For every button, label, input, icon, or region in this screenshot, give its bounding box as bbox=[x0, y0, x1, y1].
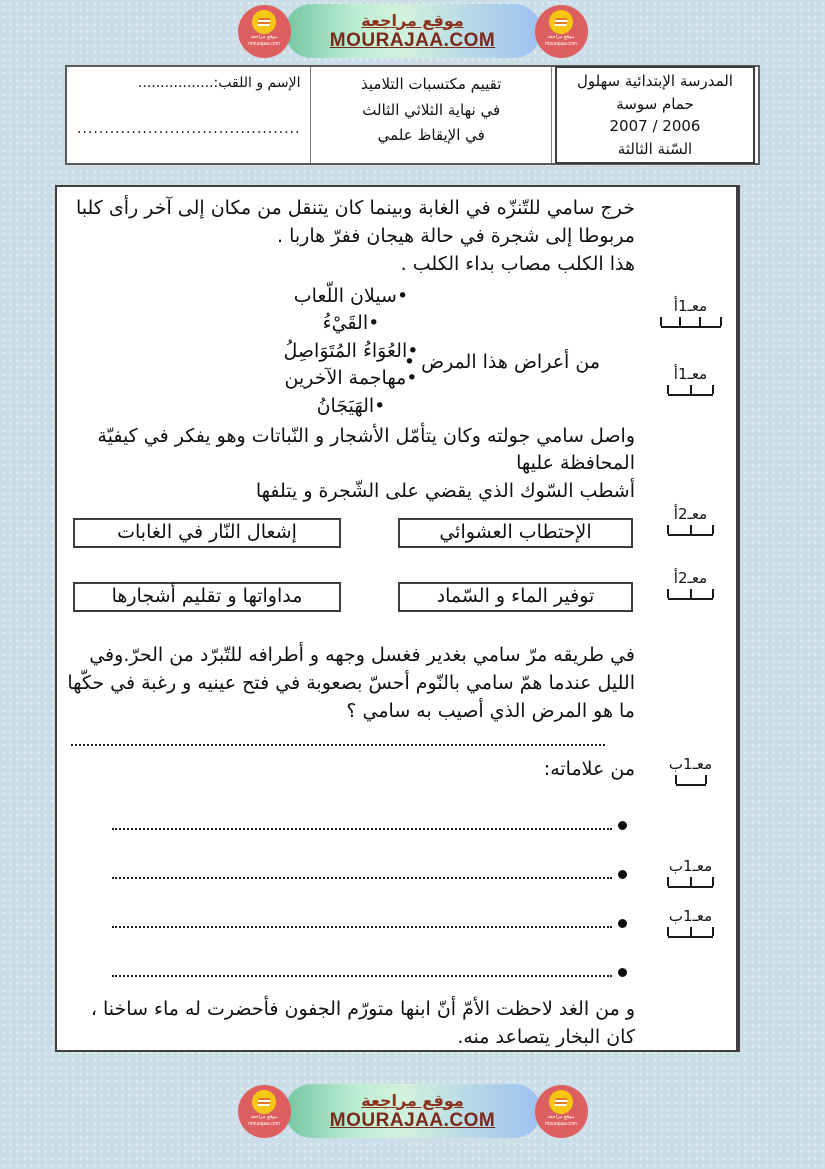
grading-scale-tick bbox=[679, 317, 681, 326]
site-logo-badge bbox=[238, 1085, 291, 1138]
grading-scale-tick bbox=[667, 385, 669, 394]
exam-header-table bbox=[65, 65, 760, 165]
student-name-field[interactable]: الإسم و اللقب:................. bbox=[137, 75, 301, 91]
sign-blank-line[interactable] bbox=[112, 877, 612, 879]
grading-scale bbox=[661, 319, 721, 328]
exam-body bbox=[55, 185, 740, 1052]
site-banner-top bbox=[0, 4, 825, 58]
signs-blank-list bbox=[67, 811, 635, 980]
grading-mark-label: معـ1أ bbox=[673, 297, 708, 315]
grading-mark bbox=[645, 365, 736, 396]
bullet-icon bbox=[618, 870, 627, 879]
sign-blank-row bbox=[67, 860, 635, 882]
site-link-pill[interactable] bbox=[285, 1084, 541, 1138]
grading-scale-tick bbox=[712, 385, 714, 394]
bullet-icon bbox=[618, 919, 627, 928]
walk-paragraph: واصل سامي جولته وكان يتأمّل الأشجار و النّباتات وهو يفكر في كيفيّة المحافظة عليها bbox=[97, 424, 635, 475]
grading-scale bbox=[676, 777, 706, 786]
symptoms-lead: من أعراض هذا المرض • bbox=[403, 350, 600, 373]
logo-caption: موقع مراجعة mourajaa.com bbox=[248, 1113, 280, 1127]
pond-paragraph: في طريقه مرّ سامي بغدير فغسل وجهه و أطرافه للتّبرّد من الحرّ.وفي الليل عندما همّ سامي بالنّوم أحسّ بصعوبة في فتح عينيه و رغبة في حكّها bbox=[67, 644, 635, 695]
symptom-item: • الهَيَجَانُ bbox=[67, 393, 635, 421]
grading-mark-label: معـ1ب bbox=[668, 755, 713, 773]
symptom-item: • العُوَاءُ المُتَوَاصِلُ bbox=[67, 338, 635, 366]
site-logo-badge bbox=[238, 5, 291, 58]
grading-mark bbox=[645, 505, 736, 536]
grading-scale bbox=[668, 387, 713, 396]
grading-mark bbox=[645, 857, 736, 888]
grading-scale-tick bbox=[690, 927, 692, 936]
grading-mark-label: معـ2أ bbox=[673, 569, 708, 587]
exam-title-cell bbox=[310, 67, 551, 163]
grading-scale-tick bbox=[720, 317, 722, 326]
grading-scale-tick bbox=[690, 385, 692, 394]
school-name: المدرسة الإبتدائية سهلول bbox=[577, 72, 733, 90]
intro-paragraph: خرج سامي للتّنزّه في الغابة وبينما كان يتنقل من مكان إلى آخر رأى كلبا مربوطا إلى شجرة في حالة هيجان ففرّ هاربا . bbox=[75, 197, 635, 247]
sign-blank-row bbox=[67, 958, 635, 980]
symptom-item: • القَيْءُ bbox=[67, 310, 635, 338]
strike-instruction: أشطب السّوك الذي يقضي على الشّجرة و يتلفها bbox=[255, 480, 635, 503]
grading-scale-tick bbox=[667, 589, 669, 598]
grading-scale-tick bbox=[712, 589, 714, 598]
grading-scale bbox=[668, 527, 713, 536]
mourajaa-logo-icon bbox=[549, 1090, 573, 1114]
grading-scale-tick bbox=[690, 877, 692, 886]
choice-box[interactable]: إشعال النّار في الغابات bbox=[73, 518, 341, 548]
grading-margin-column bbox=[645, 187, 738, 1050]
school-info-cell bbox=[551, 67, 758, 163]
symptom-item: • مهاجمة الآخرين bbox=[67, 365, 635, 393]
student-name-cell bbox=[67, 67, 310, 163]
bullet-icon bbox=[618, 821, 627, 830]
school-year: 2006 / 2007 bbox=[609, 117, 701, 135]
grading-mark bbox=[645, 907, 736, 938]
exam-text-column bbox=[57, 187, 645, 1050]
site-title-arabic[interactable]: موقع مراجعة bbox=[361, 1090, 464, 1110]
grading-scale bbox=[668, 879, 713, 888]
grading-mark-label: معـ1ب bbox=[668, 857, 713, 875]
grading-scale-tick bbox=[699, 317, 701, 326]
site-domain[interactable]: MOURAJAA.COM bbox=[329, 29, 496, 51]
sign-blank-row bbox=[67, 811, 635, 833]
grading-scale-tick bbox=[712, 927, 714, 936]
signs-label: من علاماته: bbox=[543, 758, 635, 781]
site-domain[interactable]: MOURAJAA.COM bbox=[329, 1109, 496, 1131]
grading-scale-tick bbox=[667, 877, 669, 886]
exam-title-line2: في نهاية الثلاثي الثالث bbox=[362, 100, 501, 119]
mourajaa-logo-icon bbox=[549, 10, 573, 34]
grading-scale-tick bbox=[712, 877, 714, 886]
student-name-blank-line[interactable]: ......................................... bbox=[77, 121, 301, 137]
choice-box[interactable]: توفير الماء و السّماد bbox=[398, 582, 633, 612]
logo-caption: موقع مراجعة mourajaa.com bbox=[248, 33, 280, 47]
exam-title-line3: في الإيقاظ علمي bbox=[377, 126, 485, 144]
grading-mark-label: معـ1ب bbox=[668, 907, 713, 925]
mourajaa-logo-icon bbox=[252, 1090, 276, 1114]
sign-blank-line[interactable] bbox=[112, 828, 612, 830]
grading-scale-tick bbox=[675, 775, 677, 784]
school-info-box bbox=[555, 66, 755, 164]
book-icon bbox=[257, 1098, 270, 1106]
symptoms-block bbox=[67, 283, 635, 421]
grading-scale-tick bbox=[660, 317, 662, 326]
grading-scale-tick bbox=[690, 589, 692, 598]
grading-scale-tick bbox=[705, 775, 707, 784]
grading-mark bbox=[645, 297, 736, 328]
question-text: ما هو المرض الذي أصيب به سامي ؟ bbox=[346, 700, 635, 723]
book-icon bbox=[554, 18, 567, 26]
site-logo-badge bbox=[535, 5, 588, 58]
intro-paragraph-line2: هذا الكلب مصاب بداء الكلب . bbox=[400, 252, 635, 275]
site-link-pill[interactable] bbox=[285, 4, 541, 58]
book-icon bbox=[257, 18, 270, 26]
grading-mark-label: معـ1أ bbox=[673, 365, 708, 383]
logo-caption: موقع مراجعة mourajaa.com bbox=[545, 33, 577, 47]
mourajaa-logo-icon bbox=[252, 10, 276, 34]
sign-blank-line[interactable] bbox=[112, 926, 612, 928]
exam-title-line1: تقييم مكتسبات التلاميذ bbox=[361, 75, 502, 93]
grading-mark bbox=[645, 569, 736, 600]
sign-blank-row bbox=[67, 909, 635, 931]
closing-paragraph: و من الغد لاحظت الأمّ أنّ ابنها متورّم الجفون فأحضرت له ماء ساخنا ، كان البخار يتصاعد منه. bbox=[90, 997, 635, 1048]
grading-scale-tick bbox=[712, 525, 714, 534]
sign-blank-line[interactable] bbox=[112, 975, 612, 977]
grading-scale-tick bbox=[690, 525, 692, 534]
grading-mark-label: معـ2أ bbox=[673, 505, 708, 523]
choice-boxes-grid bbox=[73, 518, 633, 612]
logo-caption: موقع مراجعة mourajaa.com bbox=[545, 1113, 577, 1127]
grade-level: السّنة الثالثة bbox=[617, 139, 693, 158]
grading-scale bbox=[668, 591, 713, 600]
choice-box[interactable]: مداواتها و تقليم أشجارها bbox=[73, 582, 341, 612]
bullet-icon bbox=[618, 968, 627, 977]
site-banner-bottom bbox=[0, 1084, 825, 1138]
site-logo-badge bbox=[535, 1085, 588, 1138]
site-title-arabic[interactable]: موقع مراجعة bbox=[361, 10, 464, 30]
grading-scale bbox=[668, 929, 713, 938]
symptom-item: • سيلان اللّعاب bbox=[67, 283, 635, 311]
grading-scale-tick bbox=[667, 525, 669, 534]
book-icon bbox=[554, 1098, 567, 1106]
grading-scale-tick bbox=[667, 927, 669, 936]
school-city: حمام سوسة bbox=[616, 94, 694, 113]
answer-blank-line[interactable] bbox=[71, 744, 605, 746]
choice-box[interactable]: الإحتطاب العشوائي bbox=[398, 518, 633, 548]
grading-mark bbox=[645, 755, 736, 786]
